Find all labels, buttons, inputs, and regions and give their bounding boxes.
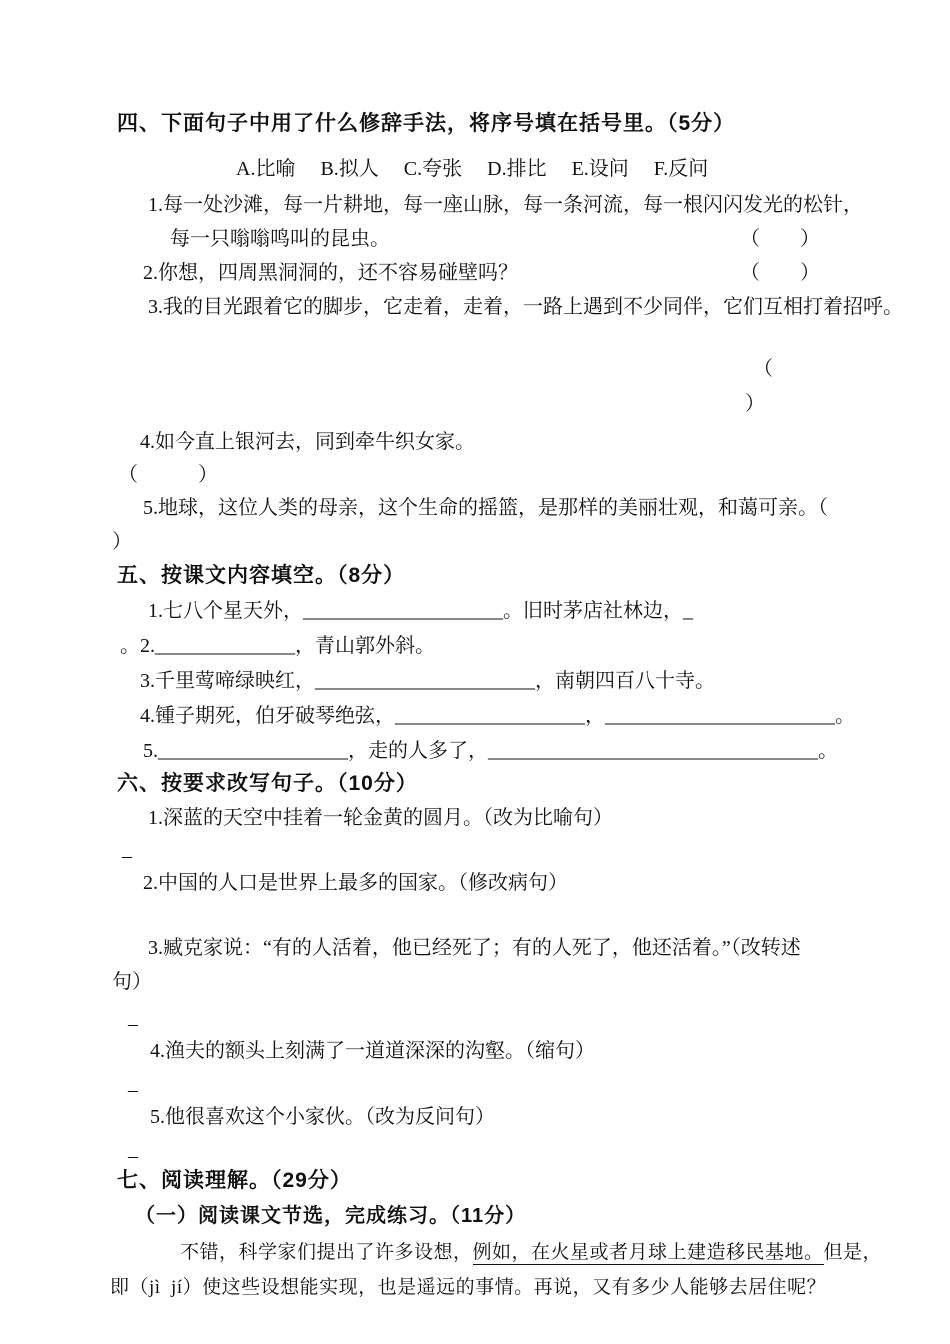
passage-text-pre: 不错，科学家们提出了许多设想， <box>180 1242 473 1263</box>
passage-underlined-example: 例如，在火星或者月球上建造移民基地。 <box>472 1242 824 1263</box>
blank-answer-dash-1: – <box>122 845 132 867</box>
s4-question-3-paren-close: ） <box>745 393 765 415</box>
blank-answer-dash-2: – <box>128 1013 138 1035</box>
section-7-heading: 七、阅读理解。（29分） <box>117 1169 352 1192</box>
passage-text-post: 但是， <box>823 1242 883 1263</box>
blank-answer-dash-4: – <box>128 1145 138 1167</box>
s6-rewrite-5: 5.他很喜欢这个小家伙。（改为反问句） <box>150 1106 495 1128</box>
s6-rewrite-1: 1.深蓝的天空中挂着一轮金黄的圆月。（改为比喻句） <box>148 807 613 829</box>
s5-fill-blank-1: 1.七八个星天外，____________________。旧时茅店社林边，_ <box>148 600 693 622</box>
s5-fill-blank-2: 。2.______________，青山郭外斜。 <box>120 635 435 657</box>
s5-fill-blank-3: 3.千里莺啼绿映红，______________________，南朝四百八十寺。 <box>140 670 715 692</box>
reading-passage-line-1 <box>180 1239 882 1267</box>
s4-question-4: 4.如今直上银河去，同到牵牛织女家。 <box>140 431 475 453</box>
s4-question-3: 3.我的目光跟着它的脚步，它走着，走着，一路上遇到不少同伴，它们互相打着招呼。 <box>148 296 903 318</box>
section-6-heading: 六、按要求改写句子。（10分） <box>117 772 418 795</box>
s5-fill-blank-5: 5.___________________，走的人多了，_________________________________。 <box>143 740 838 762</box>
reading-passage-line-2: 即（jì jí）使这些设想能实现，也是遥远的事情。再说，又有多少人能够去居住呢？ <box>110 1277 827 1298</box>
s4-question-4-answer-parentheses: （ ） <box>118 464 218 486</box>
s6-rewrite-4: 4.渔夫的额头上刻满了一道道深深的沟壑。（缩句） <box>150 1040 595 1062</box>
blank-answer-dash-3: – <box>128 1079 138 1101</box>
s4-question-1-answer-parentheses: （ ） <box>740 228 820 250</box>
section-5-heading: 五、按课文内容填空。（8分） <box>117 564 406 587</box>
s4-question-1-line-2: 每一只嗡嗡鸣叫的昆虫。 <box>170 228 390 250</box>
s4-question-2-answer-parentheses: （ ） <box>740 262 820 284</box>
s6-rewrite-3-line-1: 3.臧克家说：“有的人活着，他已经死了；有的人死了，他还活着。”（改转述 <box>148 937 801 959</box>
rhetoric-option-list: A.比喻 B.拟人 C.夸张 D.排比 E.设问 F.反问 <box>236 158 709 180</box>
section-4-heading: 四、下面句子中用了什么修辞手法，将序号填在括号里。（5分） <box>117 112 736 135</box>
s4-question-5-paren-close: ） <box>112 531 132 553</box>
s4-question-1-line-1: 1.每一处沙滩，每一片耕地，每一座山脉，每一条河流，每一根闪闪发光的松针， <box>148 194 863 216</box>
section-7-part-1-subheading: （一）阅读课文节选，完成练习。（11分） <box>135 1205 527 1227</box>
s5-fill-blank-4: 4.锺子期死，伯牙破琴绝弦，___________________，_______________________。 <box>140 705 855 727</box>
s4-question-3-paren-open: （ <box>753 358 773 380</box>
s6-rewrite-2: 2.中国的人口是世界上最多的国家。（修改病句） <box>143 872 568 894</box>
s4-question-5: 5.地球，这位人类的母亲，这个生命的摇篮，是那样的美丽壮观，和蔼可亲。（ <box>143 497 828 519</box>
s4-question-2: 2.你想，四周黑洞洞的，还不容易碰壁吗？ <box>143 262 518 284</box>
s6-rewrite-3-line-2: 句） <box>112 971 152 993</box>
